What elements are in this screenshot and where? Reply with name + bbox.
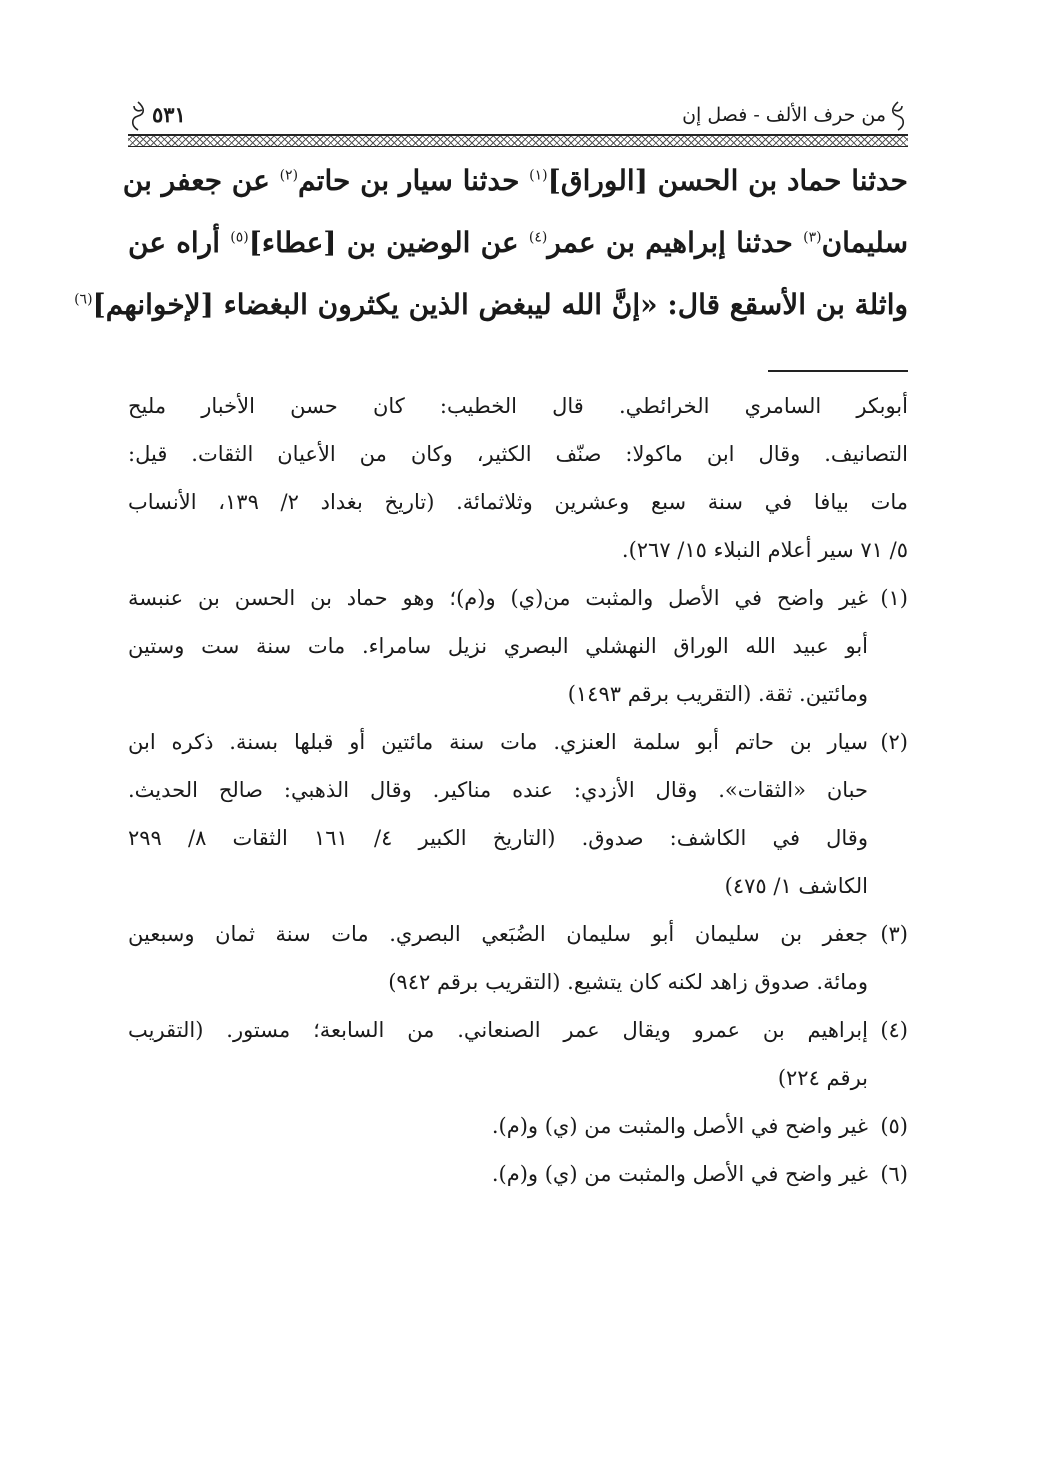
ornament-icon	[888, 100, 908, 132]
header-rule	[128, 134, 908, 147]
footnote-number: (٢)	[880, 730, 908, 754]
footnotes	[128, 382, 908, 1198]
footnote-number: (٤)	[880, 1018, 908, 1042]
footnote-4: (٤) إبراهيم بن عمرو ويقال عمر الصنعاني. من السابعة؛ مستور. (التقريب برقم ٢٢٤)	[128, 1006, 908, 1102]
footnote-ref[interactable]: (٢)	[279, 167, 299, 184]
footnote-2: (٢) سيار بن حاتم أبو سلمة العنزي. مات سنة مائتين أو قبلها بسنة. ذكره ابن حبان «الثقات». وقال الأزدي: عنده مناكير. وقال الذهبي: صالح الحديث. وقال في الكاشف: صدوق. (التاريخ الكبير ٤/ ١٦١ الثقات ٨/ ٢٩٩ الكاشف ١/ ٤٧٥)	[128, 718, 908, 910]
footnote-number: (١)	[880, 586, 908, 610]
main-line: سليمان$^{(٣)}$ حدثنا إبراهيم بن عمر$^{(٤)}$ عن الوضين بن [عطاء]$^{(٥)}$ أراه عن	[128, 226, 909, 259]
main-line: حدثنا حماد بن الحسن [الوراق]$^{(١)}$ حدثنا سيار بن حاتم$^{(٢)}$ عن جعفر بن	[122, 164, 908, 197]
footnote-3: (٣) جعفر بن سليمان أبو سليمان الضُبَعي البصري. مات سنة ثمان وسبعين ومائة. صدوق زاهد لكنه كان يتشيع. (التقريب برقم ٩٤٢)	[128, 910, 908, 1006]
footnote-ref[interactable]: (٣)	[803, 229, 822, 246]
footnote-number: (٦)	[880, 1162, 908, 1186]
page-number: ٥٣١	[152, 102, 186, 127]
footnote-continuation: أبوبكر السامري الخرائطي. قال الخطيب: كان حسن الأخبار مليح التصانيف. وقال ابن ماكولا: صنّف الكثير، وكان من الأعيان الثقات. قيل: مات بيافا في سنة سبع وعشرين وثلاثمائة. (تاريخ بغداد ٢/ ١٣٩، الأنساب ٥/ ٧١ سير أعلام النبلاء ١٥/ ٢٦٧).	[128, 394, 908, 562]
footnote-ref[interactable]: (٥)	[230, 229, 249, 246]
main-line: واثلة بن الأسقع قال: «إنَّ الله ليبغض الذين يكثرون البغضاء [لإخوانهم]$^{(٦)}$	[74, 288, 908, 321]
footnote-ref[interactable]: (١)	[529, 167, 548, 184]
ornament-icon	[128, 100, 148, 132]
footnote-1: (١) غير واضح في الأصل والمثبت من(ي) و(م)؛ وهو حماد بن الحسن بن عنبسة أبو عبيد الله الوراق النهشلي البصري نزيل سامراء. مات سنة ست وستين ومائتين. ثقة. (التقريب برقم ١٤٩٣)	[128, 574, 908, 718]
footnote-separator	[768, 370, 908, 372]
main-text	[74, 150, 909, 336]
footnote-5: (٥) غير واضح في الأصل والمثبت من (ي) و(م).	[128, 1102, 908, 1150]
footnote-number: (٥)	[880, 1114, 908, 1138]
footnote-6: (٦) غير واضح في الأصل والمثبت من (ي) و(م).	[128, 1150, 908, 1198]
footnote-ref[interactable]: (٦)	[74, 291, 93, 308]
footnote-number: (٣)	[880, 922, 908, 946]
running-header	[128, 100, 908, 146]
running-title: من حرف الألف - فصل إن	[682, 104, 886, 126]
footnote-ref[interactable]: (٤)	[528, 229, 548, 246]
